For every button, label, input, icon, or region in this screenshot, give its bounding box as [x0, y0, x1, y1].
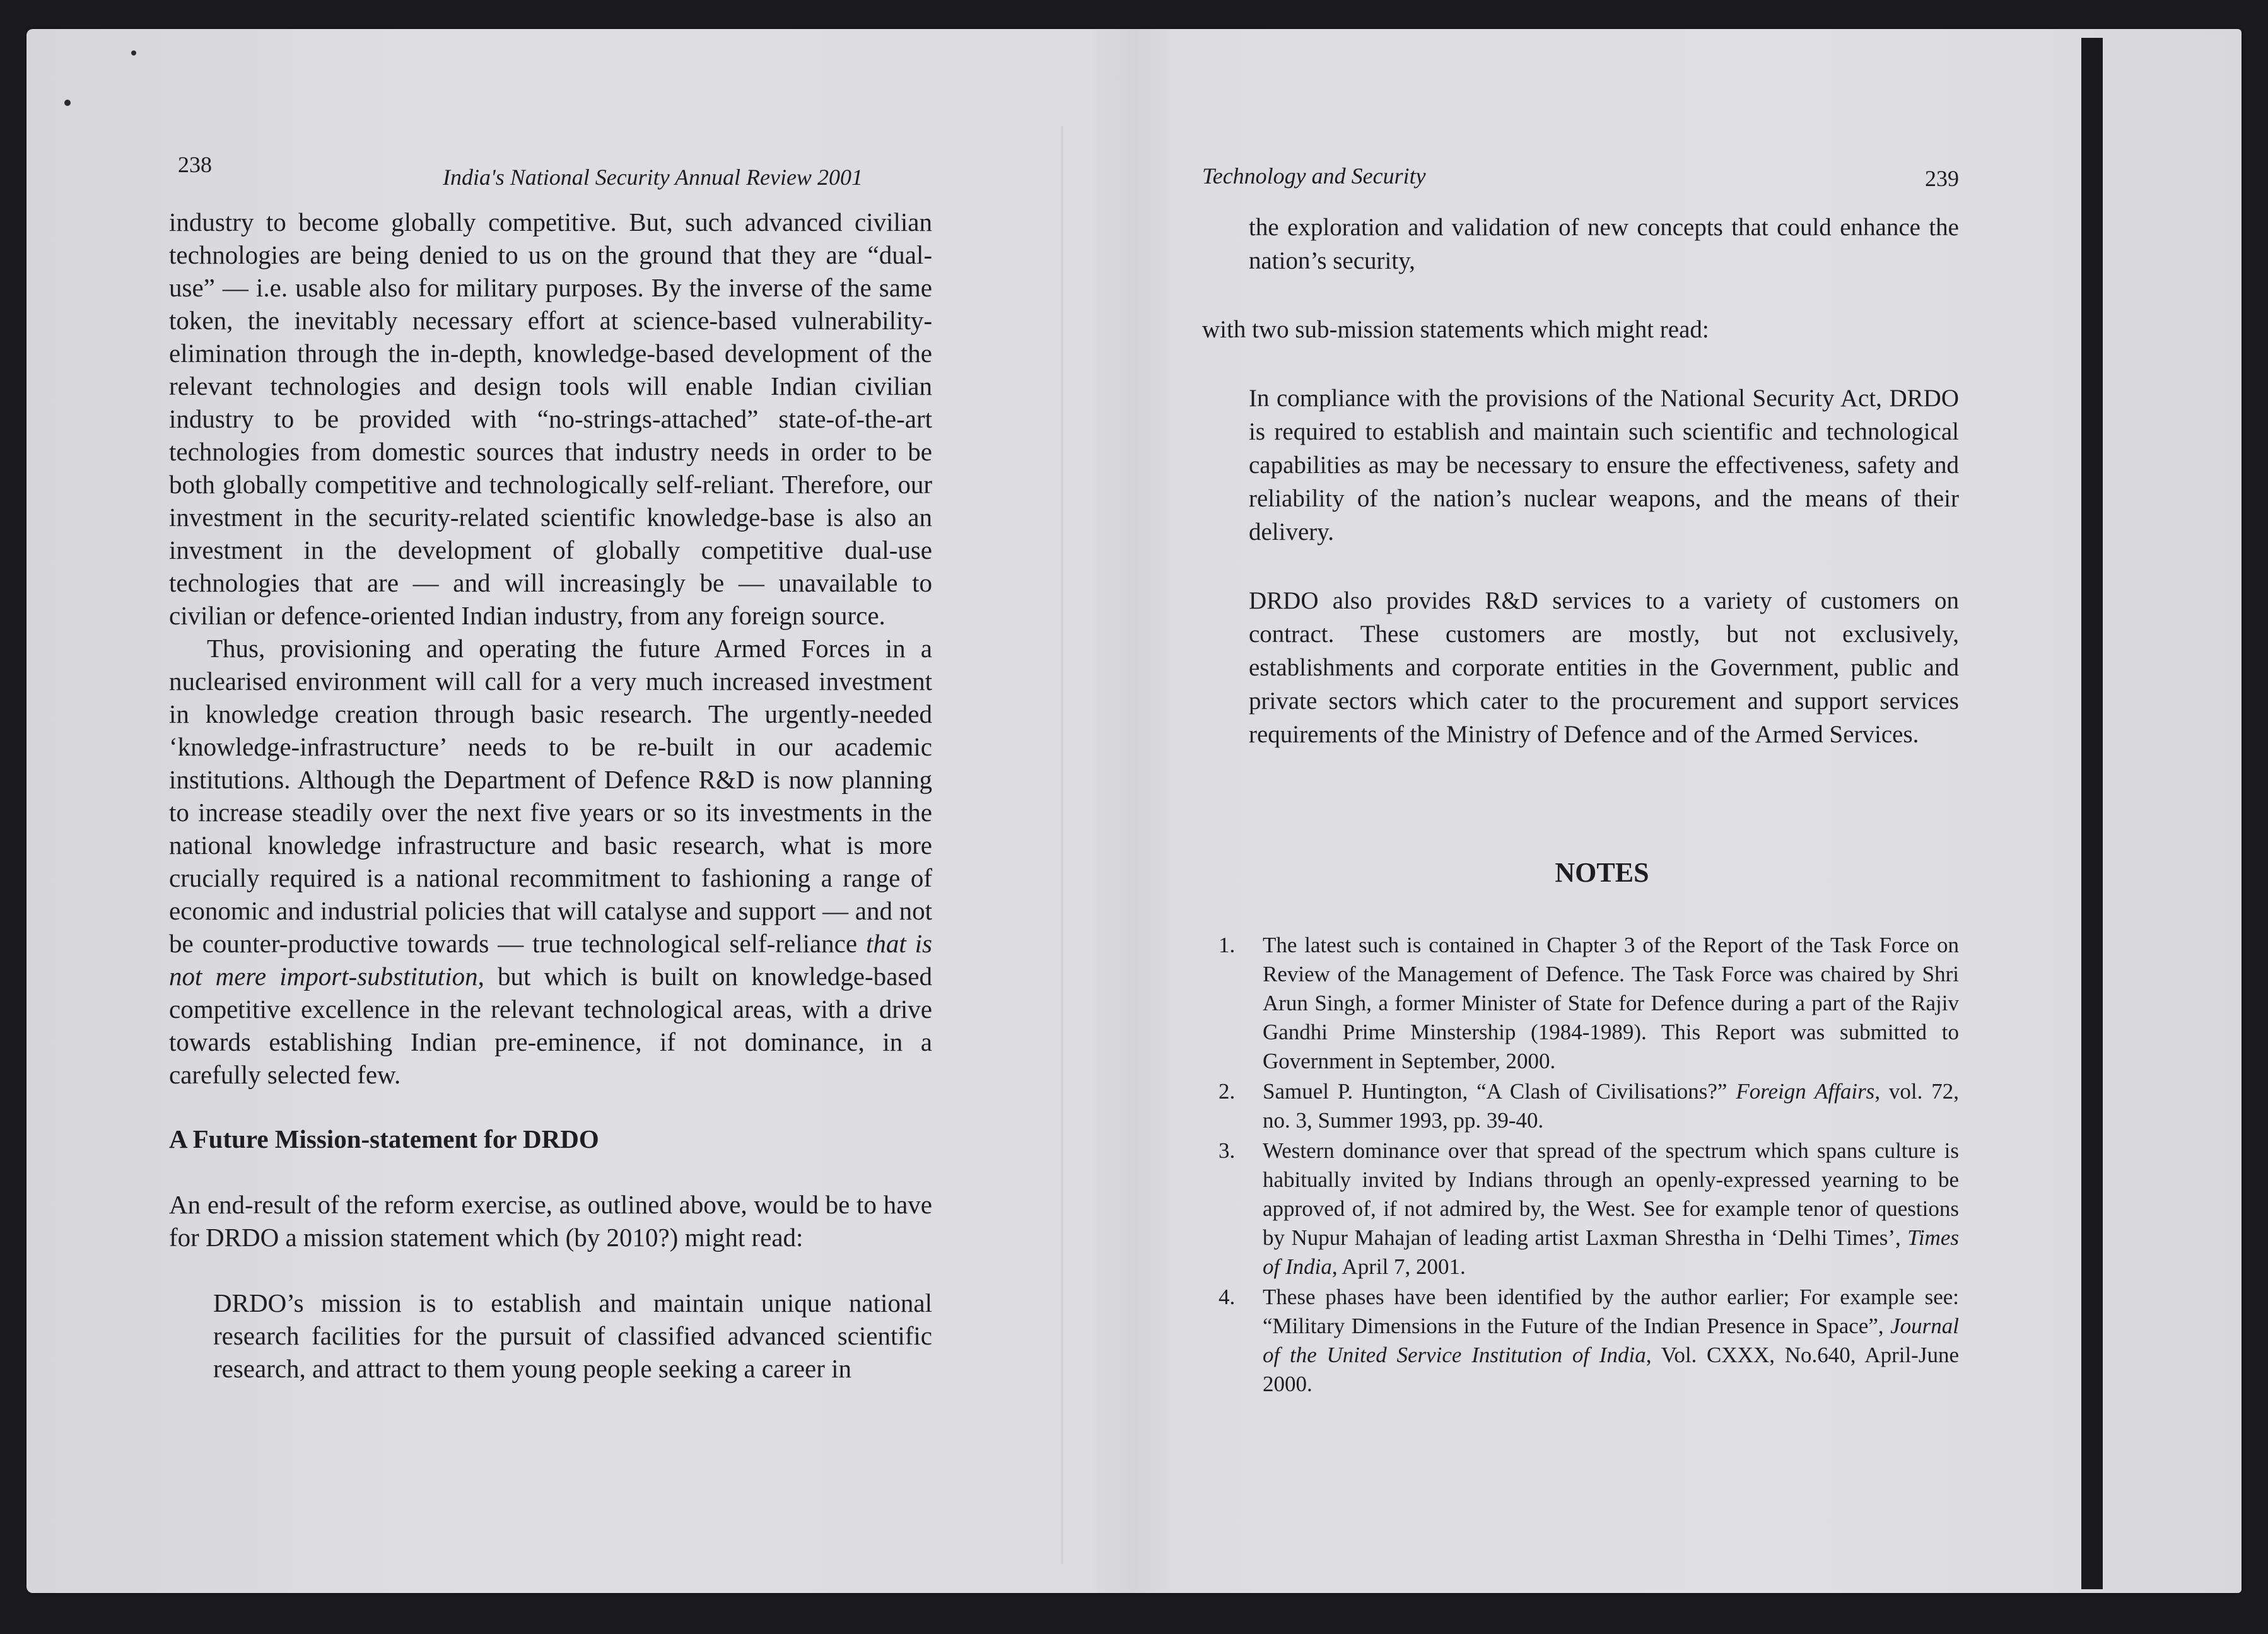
running-title: India's National Security Annual Review 2001: [443, 165, 863, 190]
paragraph-text: Thus, provisioning and operating the future Armed Forces in a nuclearised environment will call for a very much increased investment in knowledge creation through basic research. The urgently-needed ‘knowledge-infrastructure’ needs to be re-built in our academic institutions. Although the Department of Defence R&D is now planning to increase steadily over the next five years or so its investments in the national knowledge infrastructure and basic research, what is more crucially required is a national recommitment to fashioning a range of economic and industrial policies that will catalyse and support — and not be counter-productive towards — true technological self-reliance: [169, 634, 932, 958]
blockquote: In compliance with the provisions of the National Security Act, DRDO is required to establish and maintain such scientific and technological capabilities as may be necessary to ensure the effectiveness, safety and reliability of the nation’s nuclear weapons, and the means of their delivery.: [1249, 385, 1959, 546]
paragraph: with two sub-mission statements which might read:: [1202, 316, 1709, 343]
dust-speck: [64, 100, 71, 106]
note-citation-title: Times of India: [1263, 1225, 1959, 1279]
running-title: Technology and Security: [1202, 163, 1426, 189]
emphasis: that is not mere import-substitution: [169, 929, 932, 991]
note-text-part: , April 7, 2001.: [1331, 1254, 1466, 1279]
note-number: 2.: [1219, 1079, 1236, 1104]
right-page-body: [1202, 211, 1959, 751]
section-heading: A Future Mission-statement for DRDO: [169, 1124, 599, 1153]
note-item: [1219, 1136, 1959, 1281]
blockquote: DRDO’s mission is to establish and maintain unique national research facilities for the pursuit of classified advanced scientific research, and attract to them young people seeking a career in: [213, 1288, 932, 1383]
note-text: [1263, 1283, 1959, 1399]
blockquote: DRDO also provides R&D services to a variety of customers on contract. These customers are mostly, but not exclusively, establishments and corporate entities in the Government, public and private sectors which cater to the procurement and support services requirements of the Ministry of Defence and of the Armed Services.: [1249, 587, 1959, 748]
dust-speck: [131, 50, 136, 55]
note-number: 1.: [1219, 933, 1236, 957]
paragraph: [169, 632, 932, 1091]
book-edge: [2103, 33, 2229, 1590]
left-page-body: [169, 206, 932, 1385]
page-number: 239: [1925, 166, 1959, 191]
page-number: 238: [178, 152, 212, 177]
note-number: 4.: [1219, 1285, 1236, 1309]
note-citation-title: Journal of the United Service Institution of India: [1263, 1314, 1959, 1367]
page-gutter: [1061, 126, 1063, 1564]
note-text-part: Western dominance over that spread of the spectrum which spans culture is habitually invited by Indians through an openly-expressed yearning to be approved of, if not admired by, the West. See for example tenor of questions by Nupur Mahajan of leading artist Laxman Shrestha in ‘Delhi Times’,: [1263, 1138, 1959, 1250]
paragraph-text: , but which is built on knowledge-based competitive excellence in the relevant technological areas, with a drive towards establishing Indian pre-eminence, if not dominance, in a carefully selected few.: [169, 962, 933, 1089]
note-item: [1219, 931, 1959, 1076]
paragraph: An end-result of the reform exercise, as outlined above, would be to have for DRDO a mission statement which (by 2010?) might read:: [169, 1190, 932, 1252]
note-item: [1219, 1077, 1959, 1135]
note-number: 3.: [1219, 1138, 1236, 1163]
note-citation-title: Foreign Affairs: [1736, 1079, 1875, 1104]
note-text-part: , Vol. CXXX, No.640, April-June 2000.: [1263, 1343, 1959, 1396]
note-text-part: Samuel P. Huntington, “A Clash of Civilisations?”: [1263, 1079, 1736, 1104]
note-text-part: These phases have been identified by the author earlier; For example see: “Military Dimensions in the Future of the Indian Presence in Space”,: [1263, 1285, 1959, 1338]
notes-list: [1219, 931, 1959, 1400]
note-text-part: The latest such is contained in Chapter 3 of the Report of the Task Force on Review of the Management of Defence. The Task Force was chaired by Shri Arun Singh, a former Minister of State for Defence during a part of the Rajiv Gandhi Prime Minstership (1984-1989). This Report was submitted to Government in September, 2000.: [1263, 933, 1959, 1073]
note-text: [1263, 1136, 1959, 1281]
blockquote: the exploration and validation of new concepts that could enhance the nation’s security,: [1249, 214, 1959, 274]
note-text: [1263, 931, 1959, 1076]
binding-strip: [2081, 38, 2103, 1589]
paragraph: industry to become globally competitive. But, such advanced civilian technologies are being denied to us on the ground that they are “dual-use” — i.e. usable also for military purposes. By the inverse of the same token, the inevitably necessary effort at science-based vulnerability-elimination through the in-depth, knowledge-based development of the relevant technologies and design tools will enable Indian civilian industry to be provided with “no-strings-attached” state-of-the-art technologies from domestic sources that industry needs in order to be both globally competitive and technologically self-reliant. Therefore, our investment in the security-related scientific knowledge-base is also an investment in the development of globally competitive dual-use technologies that are — and will increasingly be — unavailable to civilian or defence-oriented Indian industry, from any foreign source.: [169, 207, 932, 630]
note-item: [1219, 1283, 1959, 1399]
notes-heading: NOTES: [1555, 857, 1649, 888]
note-text-part: , vol. 72, no. 3, Summer 1993, pp. 39-40.: [1263, 1079, 1960, 1133]
note-text: [1263, 1077, 1959, 1135]
